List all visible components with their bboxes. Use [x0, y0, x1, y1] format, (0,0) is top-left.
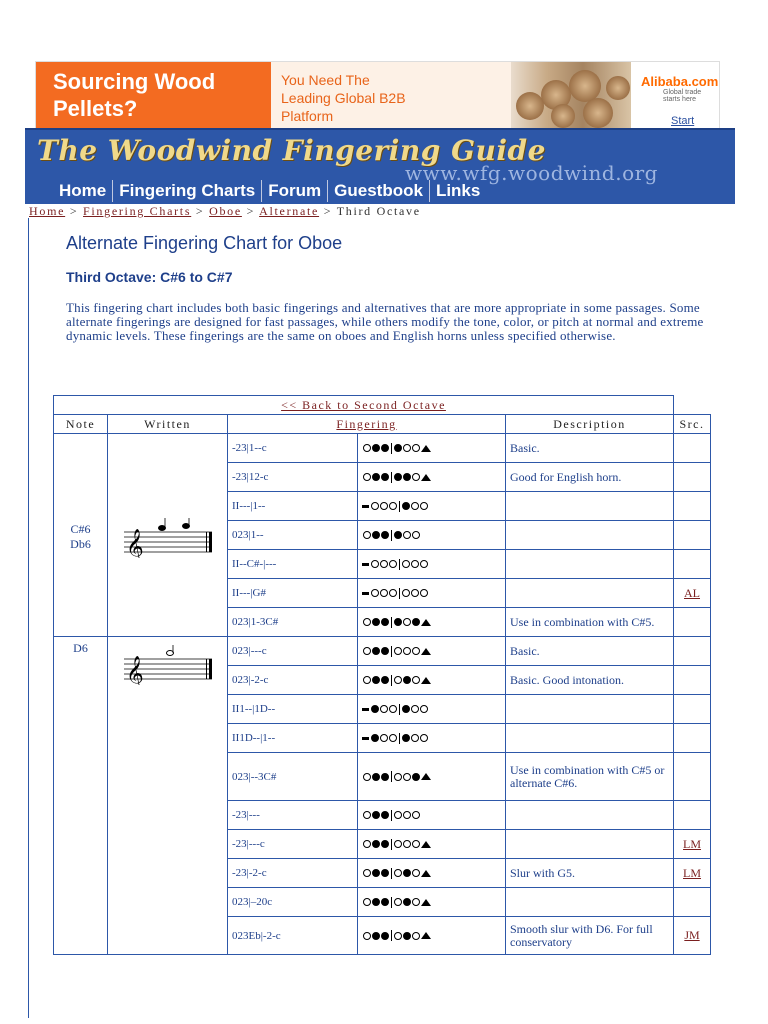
- note-cell: [54, 637, 108, 955]
- table-row: [54, 434, 711, 463]
- fingering-code: II1--|1D--: [228, 695, 358, 724]
- source-cell: [674, 801, 711, 830]
- octave-title: Third Octave: C#6 to C#7: [66, 269, 233, 285]
- closed-hole-mark: [381, 531, 389, 539]
- open-hole-mark: [394, 840, 402, 848]
- fingering-code: -23|---c: [228, 830, 358, 859]
- treble-clef-icon: 𝄞: [125, 529, 144, 558]
- fingering-code: -23|12-c: [228, 463, 358, 492]
- ad-alibaba[interactable]: [631, 62, 719, 128]
- fingering-diagram-cell: [358, 666, 506, 695]
- breadcrumb-home[interactable]: Home: [29, 204, 66, 218]
- closed-hole-mark: [403, 473, 411, 481]
- closed-hole-mark: [372, 473, 380, 481]
- divider-mark: [399, 733, 400, 744]
- intro-paragraph: This fingering chart includes both basic fingerings and alternatives that are more appropriate in some passages. Some alternate fingerings are designed for fast passages, while others modify the tone, color, or pitch at normal and extreme dynamic levels. These fingerings are the same on oboes and English horns unless specified otherwise.: [66, 300, 704, 343]
- open-hole-mark: [363, 531, 371, 539]
- fingering-code: -23|---: [228, 801, 358, 830]
- source-link[interactable]: LM: [683, 865, 701, 880]
- open-hole-mark: [363, 932, 371, 940]
- open-hole-mark: [403, 773, 411, 781]
- fingering-diagram-cell: [358, 830, 506, 859]
- fingering-table: [53, 395, 711, 955]
- fingering-code: 023|---c: [228, 637, 358, 666]
- open-hole-mark: [363, 473, 371, 481]
- source-cell: [674, 724, 711, 753]
- side-key-mark: [421, 445, 431, 452]
- fingering-code: 023|-2-c: [228, 666, 358, 695]
- source-cell[interactable]: [674, 859, 711, 888]
- fingering-diagram-cell: [358, 724, 506, 753]
- fingering-code: II1D--|1--: [228, 724, 358, 753]
- description: Use in combination with C#5 or alternate C#6.: [506, 753, 674, 801]
- header-note: Note: [54, 415, 108, 434]
- note-name: C#6: [70, 522, 91, 536]
- closed-hole-mark: [372, 898, 380, 906]
- open-hole-mark: [394, 773, 402, 781]
- left-border-rule: [28, 218, 29, 1018]
- open-hole-mark: [403, 531, 411, 539]
- open-hole-mark: [363, 618, 371, 626]
- fingering-diagram-cell: [358, 550, 506, 579]
- source-cell: [674, 637, 711, 666]
- fingering-diagram: [362, 930, 501, 942]
- open-hole-mark: [363, 840, 371, 848]
- fingering-diagram-cell: [358, 434, 506, 463]
- open-hole-mark: [411, 589, 419, 597]
- octave-key-mark: [362, 737, 369, 740]
- fingering-code: -23|-2-c: [228, 859, 358, 888]
- fingering-diagram: [362, 500, 501, 512]
- nav-guestbook[interactable]: Guestbook: [328, 180, 430, 202]
- open-hole-mark: [403, 811, 411, 819]
- fingering-diagram: [362, 587, 501, 599]
- source-cell: [674, 753, 711, 801]
- closed-hole-mark: [394, 531, 402, 539]
- fingering-diagram-cell: [358, 579, 506, 608]
- ad-wood-pellets-image: [511, 62, 631, 128]
- divider-mark: [391, 930, 392, 941]
- note-name: Db6: [70, 537, 91, 551]
- site-url: www.wfg.woodwind.org: [405, 161, 658, 185]
- open-hole-mark: [371, 560, 379, 568]
- open-hole-mark: [403, 618, 411, 626]
- treble-clef-icon: 𝄞: [125, 656, 144, 685]
- music-staff-icon: [120, 645, 216, 685]
- open-hole-mark: [403, 840, 411, 848]
- description: [506, 492, 674, 521]
- open-hole-mark: [420, 589, 428, 597]
- fingering-diagram-cell: [358, 521, 506, 550]
- fingering-diagram-cell: [358, 859, 506, 888]
- open-hole-mark: [371, 589, 379, 597]
- fingering-code: II--C#-|---: [228, 550, 358, 579]
- written-staff-cell: [108, 637, 228, 955]
- closed-hole-mark: [372, 618, 380, 626]
- closed-hole-mark: [412, 618, 420, 626]
- fingering-diagram: [362, 771, 501, 783]
- open-hole-mark: [363, 647, 371, 655]
- description: [506, 888, 674, 917]
- fingering-code: II---|G#: [228, 579, 358, 608]
- open-hole-mark: [412, 647, 420, 655]
- closed-hole-mark: [372, 869, 380, 877]
- fingering-diagram-cell: [358, 695, 506, 724]
- open-hole-mark: [412, 840, 420, 848]
- octave-key-mark: [362, 563, 369, 566]
- open-hole-mark: [420, 502, 428, 510]
- side-key-mark: [421, 474, 431, 481]
- fingering-diagram-cell: [358, 463, 506, 492]
- closed-hole-mark: [381, 869, 389, 877]
- closed-hole-mark: [381, 676, 389, 684]
- closed-hole-mark: [402, 502, 410, 510]
- closed-hole-mark: [372, 773, 380, 781]
- open-hole-mark: [394, 647, 402, 655]
- fingering-diagram: [362, 645, 501, 657]
- open-hole-mark: [389, 502, 397, 510]
- open-hole-mark: [389, 560, 397, 568]
- ad-tagline-block[interactable]: [271, 62, 511, 128]
- table-header-row: [54, 415, 711, 434]
- header-written: Written: [108, 415, 228, 434]
- closed-hole-mark: [412, 773, 420, 781]
- closed-hole-mark: [403, 676, 411, 684]
- open-hole-mark: [420, 705, 428, 713]
- fingering-diagram: [362, 471, 501, 483]
- closed-hole-mark: [394, 618, 402, 626]
- description: Slur with G5.: [506, 859, 674, 888]
- description: [506, 801, 674, 830]
- closed-hole-mark: [372, 811, 380, 819]
- description: [506, 830, 674, 859]
- divider-mark: [391, 530, 392, 541]
- source-link[interactable]: JM: [684, 928, 700, 942]
- description: Basic. Good intonation.: [506, 666, 674, 695]
- closed-hole-mark: [403, 898, 411, 906]
- nav-fingering-charts[interactable]: Fingering Charts: [113, 180, 262, 202]
- open-hole-mark: [420, 560, 428, 568]
- header-fingering[interactable]: [228, 415, 506, 434]
- side-key-mark: [421, 841, 431, 848]
- fingering-diagram: [362, 809, 501, 821]
- breadcrumb-sep: >: [323, 204, 333, 218]
- alibaba-logo: Alibaba.com: [641, 74, 719, 89]
- description: [506, 579, 674, 608]
- open-hole-mark: [389, 705, 397, 713]
- fingering-diagram: [362, 703, 501, 715]
- closed-hole-mark: [381, 932, 389, 940]
- open-hole-mark: [380, 502, 388, 510]
- nav-links[interactable]: Links: [435, 181, 481, 200]
- open-hole-mark: [403, 444, 411, 452]
- fingering-diagram: [362, 867, 501, 879]
- alibaba-tag: Global trade starts here: [663, 89, 702, 103]
- ad-headline[interactable]: Sourcing Wood Pellets?: [36, 62, 271, 128]
- open-hole-mark: [394, 676, 402, 684]
- side-key-mark: [421, 899, 431, 906]
- nav-forum[interactable]: Forum: [262, 180, 328, 202]
- side-key-mark: [421, 619, 431, 626]
- closed-hole-mark: [372, 932, 380, 940]
- fingering-code: 023|--3C#: [228, 753, 358, 801]
- open-hole-mark: [412, 531, 420, 539]
- fingering-diagram: [362, 616, 501, 628]
- open-hole-mark: [363, 444, 371, 452]
- side-key-mark: [421, 648, 431, 655]
- closed-hole-mark: [371, 705, 379, 713]
- fingering-diagram: [362, 838, 501, 850]
- ad-tagline: You Need The Leading Global B2B Platform: [281, 72, 406, 124]
- fingering-diagram-cell: [358, 637, 506, 666]
- open-hole-mark: [412, 811, 420, 819]
- ad-start-now-link[interactable]: Start: [671, 115, 695, 127]
- description: Good for English horn.: [506, 463, 674, 492]
- fingering-diagram-cell: [358, 753, 506, 801]
- fingering-diagram: [362, 674, 501, 686]
- closed-hole-mark: [372, 676, 380, 684]
- divider-mark: [399, 559, 400, 570]
- fingering-diagram: [362, 442, 501, 454]
- open-hole-mark: [412, 473, 420, 481]
- nav-home[interactable]: Home: [53, 180, 113, 202]
- header-src: Src.: [674, 415, 711, 434]
- open-hole-mark: [420, 734, 428, 742]
- description: Basic.: [506, 637, 674, 666]
- fingering-diagram-cell: [358, 801, 506, 830]
- closed-hole-mark: [372, 444, 380, 452]
- page-title: Alternate Fingering Chart for Oboe: [66, 233, 343, 253]
- description: Basic.: [506, 434, 674, 463]
- source-cell: [674, 695, 711, 724]
- open-hole-mark: [380, 705, 388, 713]
- divider-mark: [391, 810, 392, 821]
- breadcrumb-current: Third Octave: [336, 204, 421, 218]
- fingering-diagram: [362, 529, 501, 541]
- divider-mark: [391, 868, 392, 879]
- closed-hole-mark: [371, 734, 379, 742]
- closed-hole-mark: [381, 773, 389, 781]
- open-hole-mark: [394, 898, 402, 906]
- source-cell[interactable]: [674, 579, 711, 608]
- side-key-mark: [421, 773, 431, 780]
- music-staff-icon: [120, 518, 216, 558]
- closed-hole-mark: [381, 811, 389, 819]
- fingering-diagram-cell: [358, 608, 506, 637]
- fingering-diagram-cell: [358, 492, 506, 521]
- octave-key-mark: [362, 592, 369, 595]
- fingering-code: -23|1--c: [228, 434, 358, 463]
- source-cell[interactable]: [674, 830, 711, 859]
- divider-mark: [399, 588, 400, 599]
- breadcrumb-sep: >: [246, 204, 256, 218]
- closed-hole-mark: [381, 840, 389, 848]
- closed-hole-mark: [381, 618, 389, 626]
- breadcrumb-sep: >: [69, 204, 79, 218]
- closed-hole-mark: [402, 705, 410, 713]
- site-logo-title[interactable]: The Woodwind Fingering Guide: [37, 134, 546, 167]
- divider-mark: [391, 771, 392, 782]
- closed-hole-mark: [381, 898, 389, 906]
- source-link[interactable]: AL: [684, 585, 700, 600]
- open-hole-mark: [411, 560, 419, 568]
- open-hole-mark: [411, 502, 419, 510]
- side-key-mark: [421, 932, 431, 939]
- open-hole-mark: [402, 589, 410, 597]
- open-hole-mark: [389, 589, 397, 597]
- open-hole-mark: [371, 502, 379, 510]
- octave-key-mark: [362, 708, 369, 711]
- open-hole-mark: [402, 560, 410, 568]
- breadcrumb-fingering-charts[interactable]: Fingering Charts: [83, 204, 192, 218]
- breadcrumb: [29, 204, 421, 219]
- open-hole-mark: [412, 676, 420, 684]
- open-hole-mark: [380, 734, 388, 742]
- note-name: D6: [73, 641, 88, 655]
- closed-hole-mark: [372, 840, 380, 848]
- fingering-diagram: [362, 732, 501, 744]
- description: [506, 550, 674, 579]
- note-cell: [54, 434, 108, 637]
- open-hole-mark: [363, 773, 371, 781]
- description: [506, 724, 674, 753]
- open-hole-mark: [412, 444, 420, 452]
- open-hole-mark: [412, 869, 420, 877]
- closed-hole-mark: [394, 444, 402, 452]
- closed-hole-mark: [381, 647, 389, 655]
- table-body: [54, 434, 711, 955]
- open-hole-mark: [389, 734, 397, 742]
- back-to-second-octave-link[interactable]: << Back to Second Octave: [281, 397, 446, 412]
- source-cell: [674, 550, 711, 579]
- fingering-diagram: [362, 896, 501, 908]
- open-hole-mark: [403, 647, 411, 655]
- source-link[interactable]: LM: [683, 836, 701, 851]
- source-cell: [674, 434, 711, 463]
- fingering-code: 023|1--: [228, 521, 358, 550]
- closed-hole-mark: [403, 932, 411, 940]
- divider-mark: [391, 646, 392, 657]
- open-hole-mark: [412, 932, 420, 940]
- open-hole-mark: [394, 932, 402, 940]
- open-hole-mark: [363, 811, 371, 819]
- header-description: Description: [506, 415, 674, 434]
- divider-mark: [399, 704, 400, 715]
- fingering-code: 023Eb|-2-c: [228, 917, 358, 955]
- description: Use in combination with C#5.: [506, 608, 674, 637]
- fingering-code: II---|1--: [228, 492, 358, 521]
- site-header: [25, 128, 735, 204]
- source-cell: [674, 463, 711, 492]
- fingering-code: 023|1-3C#: [228, 608, 358, 637]
- source-cell: [674, 608, 711, 637]
- divider-mark: [399, 501, 400, 512]
- closed-hole-mark: [381, 473, 389, 481]
- fingering-link[interactable]: Fingering: [336, 416, 397, 431]
- closed-hole-mark: [402, 734, 410, 742]
- fingering-diagram-cell: [358, 888, 506, 917]
- source-cell: [674, 521, 711, 550]
- breadcrumb-alternate[interactable]: Alternate: [259, 204, 320, 218]
- side-key-mark: [421, 870, 431, 877]
- fingering-diagram-cell: [358, 917, 506, 955]
- breadcrumb-sep: >: [195, 204, 205, 218]
- closed-hole-mark: [372, 531, 380, 539]
- open-hole-mark: [380, 589, 388, 597]
- table-row: [54, 637, 711, 666]
- open-hole-mark: [412, 898, 420, 906]
- divider-mark: [391, 617, 392, 628]
- description: Smooth slur with D6. For full conservatory: [506, 917, 674, 955]
- closed-hole-mark: [394, 473, 402, 481]
- breadcrumb-oboe[interactable]: Oboe: [209, 204, 242, 218]
- divider-mark: [391, 443, 392, 454]
- open-hole-mark: [411, 734, 419, 742]
- source-cell: [674, 666, 711, 695]
- open-hole-mark: [380, 560, 388, 568]
- description: [506, 695, 674, 724]
- divider-mark: [391, 839, 392, 850]
- octave-key-mark: [362, 505, 369, 508]
- open-hole-mark: [394, 869, 402, 877]
- open-hole-mark: [363, 898, 371, 906]
- source-cell: [674, 492, 711, 521]
- fingering-code: 023|–20c: [228, 888, 358, 917]
- written-staff-cell: [108, 434, 228, 637]
- closed-hole-mark: [403, 869, 411, 877]
- closed-hole-mark: [381, 444, 389, 452]
- side-key-mark: [421, 677, 431, 684]
- ad-banner[interactable]: [35, 61, 720, 129]
- main-nav: [53, 180, 486, 202]
- open-hole-mark: [394, 811, 402, 819]
- open-hole-mark: [363, 869, 371, 877]
- fingering-diagram: [362, 558, 501, 570]
- description: [506, 521, 674, 550]
- divider-mark: [391, 897, 392, 908]
- divider-mark: [391, 675, 392, 686]
- source-cell[interactable]: [674, 917, 711, 955]
- closed-hole-mark: [372, 647, 380, 655]
- back-row: [54, 396, 711, 415]
- open-hole-mark: [363, 676, 371, 684]
- open-hole-mark: [411, 705, 419, 713]
- divider-mark: [391, 472, 392, 483]
- source-cell: [674, 888, 711, 917]
